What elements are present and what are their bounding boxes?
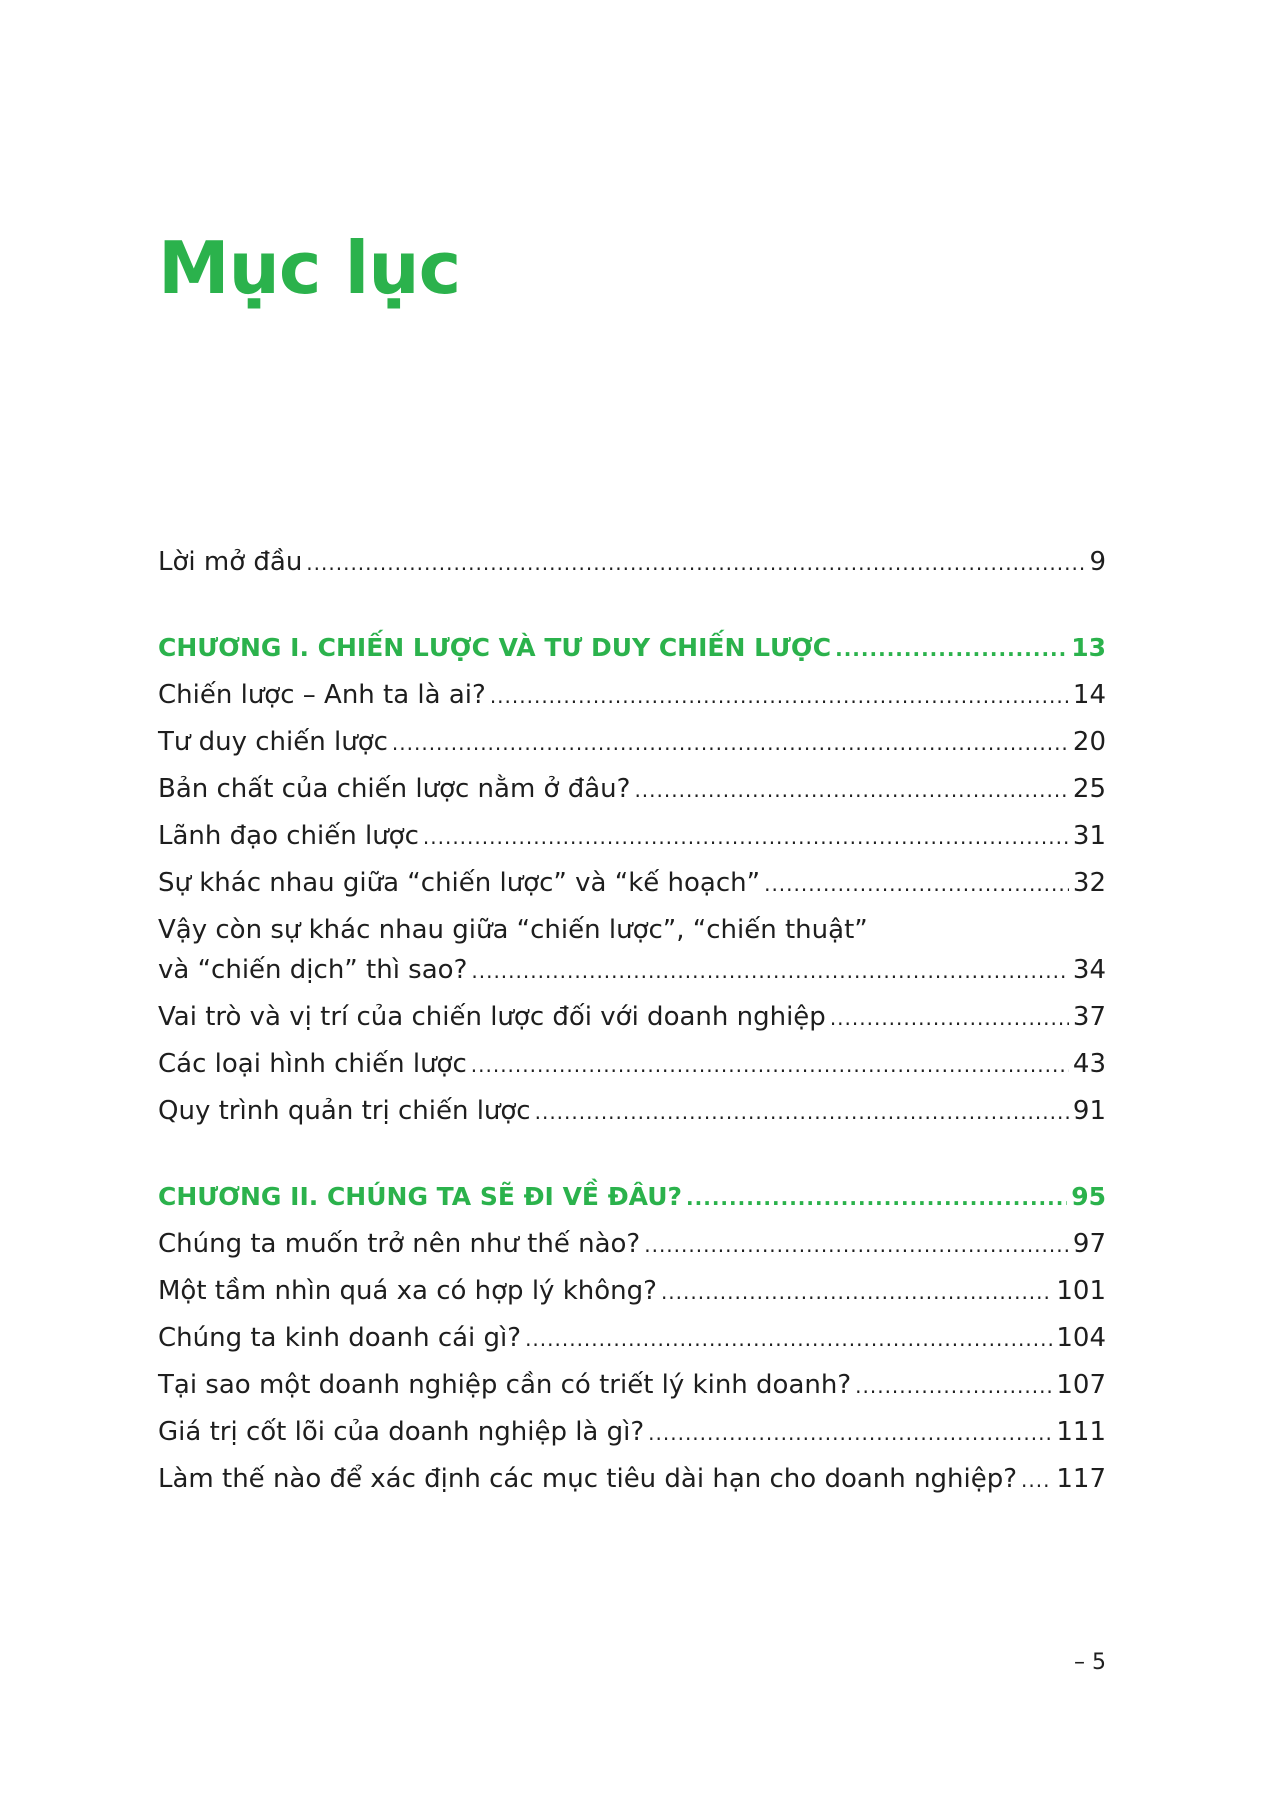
toc-entry[interactable] xyxy=(158,1224,1106,1265)
chapter-label: CHƯƠNG I. CHIẾN LƯỢC VÀ TƯ DUY CHIẾN LƯỢC xyxy=(158,633,832,662)
toc-entry-page: 20 xyxy=(1072,727,1106,757)
dot-leader xyxy=(661,1272,1052,1312)
toc-entry-label: Chúng ta muốn trở nên như thế nào? xyxy=(158,1229,641,1259)
toc-entry-label-line1: Vậy còn sự khác nhau giữa “chiến lược”, “chiến thuật” xyxy=(158,915,868,945)
toc-chapter-1[interactable] xyxy=(158,628,1106,669)
dot-leader xyxy=(392,723,1069,763)
toc-entry-label: Lãnh đạo chiến lược xyxy=(158,821,419,851)
toc-entry-label-line2: và “chiến dịch” thì sao? xyxy=(158,955,468,985)
toc-entry-label: Lời mở đầu xyxy=(158,547,303,577)
toc-entry-page: 117 xyxy=(1056,1464,1106,1494)
toc-entry-label: Vai trò và vị trí của chiến lược đối với doanh nghiệp xyxy=(158,1002,826,1032)
toc-entry-label: Bản chất của chiến lược nằm ở đâu? xyxy=(158,774,631,804)
toc-entry-page: 25 xyxy=(1072,774,1106,804)
toc-entry-label: Tư duy chiến lược xyxy=(158,727,388,757)
dot-leader xyxy=(471,951,1069,991)
toc-entry[interactable] xyxy=(158,863,1106,904)
toc-entry-label: Một tầm nhìn quá xa có hợp lý không? xyxy=(158,1276,657,1306)
toc-entry-label: Sự khác nhau giữa “chiến lược” và “kế hoạch” xyxy=(158,868,761,898)
chapter-page: 13 xyxy=(1071,633,1106,662)
toc-entry[interactable] xyxy=(158,1412,1106,1453)
dot-leader xyxy=(686,1178,1067,1218)
toc-entry[interactable] xyxy=(158,1459,1106,1500)
toc-entry[interactable] xyxy=(158,910,1106,991)
toc-entry[interactable] xyxy=(158,1091,1106,1132)
page-title: Mục lục xyxy=(158,226,461,310)
toc-entry[interactable] xyxy=(158,722,1106,763)
toc-entry-label: Chiến lược – Anh ta là ai? xyxy=(158,680,486,710)
toc-entry-page: 14 xyxy=(1072,680,1106,710)
dot-leader xyxy=(764,864,1069,904)
dot-leader xyxy=(306,543,1085,583)
toc-entry-page: 43 xyxy=(1072,1049,1106,1079)
dot-leader xyxy=(471,1045,1069,1085)
toc-entry-intro[interactable] xyxy=(158,542,1106,583)
toc-entry-page: 107 xyxy=(1056,1370,1106,1400)
dot-leader xyxy=(1021,1460,1052,1500)
dot-leader xyxy=(648,1413,1052,1453)
toc-entry-page: 31 xyxy=(1072,821,1106,851)
toc-entry[interactable] xyxy=(158,1318,1106,1359)
toc-entry-label: Chúng ta kinh doanh cái gì? xyxy=(158,1323,522,1353)
dot-leader xyxy=(644,1225,1069,1265)
dot-leader xyxy=(423,817,1069,857)
toc-entry-page: 32 xyxy=(1072,868,1106,898)
chapter-label: CHƯƠNG II. CHÚNG TA SẼ ĐI VỀ ĐÂU? xyxy=(158,1182,683,1211)
toc-entry-page: 111 xyxy=(1056,1417,1106,1447)
page-number: – 5 xyxy=(1074,1650,1106,1675)
toc-chapter-2[interactable] xyxy=(158,1177,1106,1218)
toc-entry[interactable] xyxy=(158,1365,1106,1406)
toc-entry-label: Giá trị cốt lõi của doanh nghiệp là gì? xyxy=(158,1417,645,1447)
toc-entry-page: 104 xyxy=(1056,1323,1106,1353)
toc-entry-label: Làm thế nào để xác định các mục tiêu dài hạn cho doanh nghiệp? xyxy=(158,1464,1018,1494)
toc-entry[interactable] xyxy=(158,816,1106,857)
dot-leader xyxy=(525,1319,1052,1359)
toc-entry-page: 37 xyxy=(1072,1002,1106,1032)
toc-entry-label: Quy trình quản trị chiến lược xyxy=(158,1096,531,1126)
dot-leader xyxy=(855,1366,1052,1406)
toc-entry-label: Tại sao một doanh nghiệp cần có triết lý kinh doanh? xyxy=(158,1370,852,1400)
toc-entry[interactable] xyxy=(158,1271,1106,1312)
toc-entry-label: Các loại hình chiến lược xyxy=(158,1049,467,1079)
dot-leader xyxy=(490,676,1069,716)
dot-leader xyxy=(535,1092,1069,1132)
toc-entry-page: 91 xyxy=(1072,1096,1106,1126)
toc-entry-page: 101 xyxy=(1056,1276,1106,1306)
toc-entry[interactable] xyxy=(158,997,1106,1038)
dot-leader xyxy=(835,629,1067,669)
toc-entry-page: 9 xyxy=(1089,547,1106,577)
dot-leader xyxy=(830,998,1069,1038)
toc-entry-page: 97 xyxy=(1072,1229,1106,1259)
chapter-page: 95 xyxy=(1071,1182,1106,1211)
toc-entry[interactable] xyxy=(158,1044,1106,1085)
toc-entry[interactable] xyxy=(158,769,1106,810)
toc-entry-page: 34 xyxy=(1072,955,1106,985)
toc-entry[interactable] xyxy=(158,675,1106,716)
dot-leader xyxy=(634,770,1068,810)
